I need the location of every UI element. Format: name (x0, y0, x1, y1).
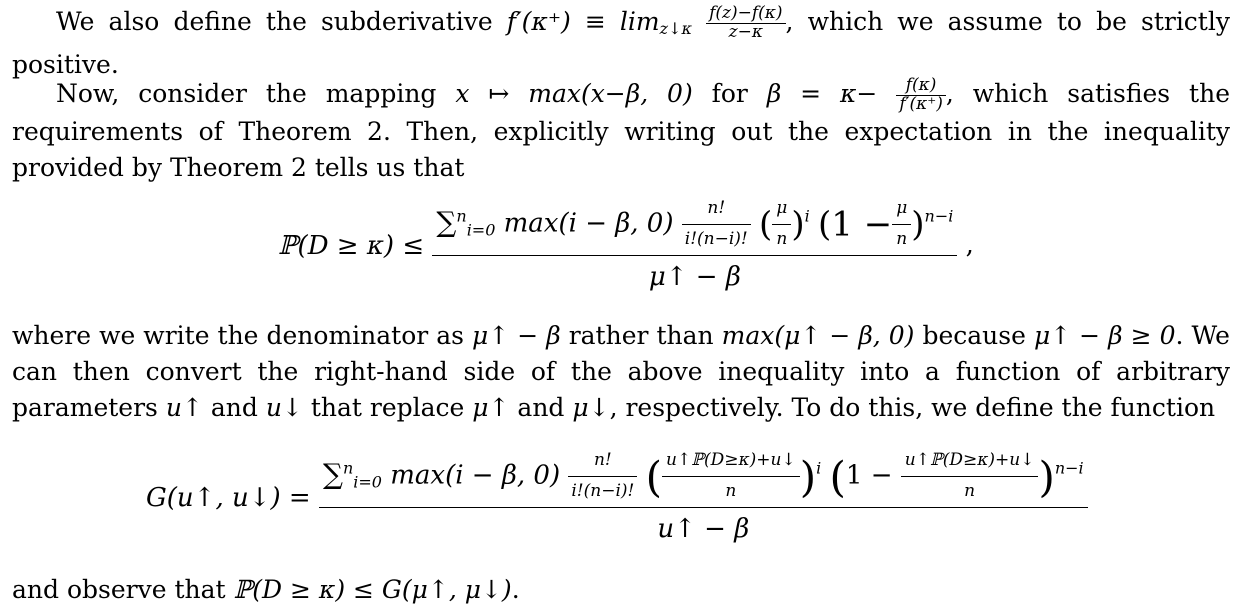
equation-denominator: μ↑ − β (648, 261, 741, 292)
equation-numerator: ∑$^n_{i=0}$ max(i − β, 0) $\frac{n!}{i!(n-i)!}$ ( $\frac{\text{u↑ℙ(D≥κ)+u↓}}{n}$ )$^i$ (1 − $\frac{\text{u↑ℙ(D≥κ)+u↓}}{n}$ )$^{n-i}$ (319, 452, 1088, 508)
math-final-inequality: ℙ(D ≥ κ) ≤ G(μ↑, μ↓) (233, 575, 512, 604)
math: max(μ↑ − β, 0) (721, 321, 915, 350)
math: μ↑ (472, 393, 510, 422)
equation-g-definition (146, 452, 1245, 544)
frac-denominator: i!(n−i)! (684, 228, 748, 249)
power-i: i (804, 206, 810, 226)
frac-numerator: μ (892, 200, 911, 225)
sum-upper: n (342, 458, 354, 478)
text: and (202, 393, 266, 422)
mu-over-n-2 (892, 200, 911, 249)
math-f-prime: f′(κ⁺) ≡ lim (506, 7, 660, 36)
equation-fraction (319, 452, 1088, 544)
one-minus: (1 − (818, 204, 893, 245)
binomial-fraction (682, 200, 751, 249)
equation-fraction (432, 200, 957, 292)
sum-lower: i=0 (466, 220, 496, 240)
equation-probability-bound (278, 200, 1245, 292)
text: . We can then convert the right-hand side of the above inequality into a function of arbitrary parameters (12, 321, 1230, 422)
max-term: max(i − β, 0) (503, 208, 674, 239)
text: . (511, 575, 520, 604)
paragraph-subderivative (12, 4, 1230, 83)
frac-denominator: n (725, 480, 737, 501)
power-i: i (816, 458, 822, 478)
math-mapping: x ↦ max(x−β, 0) (455, 79, 693, 108)
frac-numerator: n! (682, 200, 751, 225)
frac-denominator: n (896, 228, 908, 249)
text: rather than (560, 321, 722, 350)
text: , which we assume to be strictly positive. (12, 7, 1230, 79)
text: and observe that (12, 575, 234, 604)
frac-denominator: n (964, 480, 976, 501)
sum-upper: n (456, 206, 467, 226)
text: Now, consider the mapping (56, 79, 456, 108)
math: u↑ (165, 393, 203, 422)
text: , which satisfies the requirements of Theorem 2. Then, explicitly writing out the expectation in the inequality provided by Theorem 2 tells us that (12, 79, 1230, 182)
sum-symbol: ∑ (322, 457, 343, 491)
frac-numerator: u↑ℙ(D≥κ)+u↓ (901, 452, 1039, 477)
frac-numerator: u↑ℙ(D≥κ)+u↓ (662, 452, 800, 477)
math: μ↑ − β ≥ 0 (1033, 321, 1176, 350)
text: that replace (302, 393, 473, 422)
text: where we write the denominator as (12, 321, 472, 350)
text: , respectively. To do this, we define the function (609, 393, 1216, 422)
frac-denominator: z−κ (728, 22, 763, 42)
math-beta-definition: β = κ− (766, 79, 878, 108)
math: μ↓ (572, 393, 610, 422)
sum-symbol: ∑ (436, 205, 457, 239)
frac-numerator: μ (772, 200, 791, 225)
frac-numerator: n! (568, 452, 637, 477)
one-minus: 1 − (845, 460, 893, 491)
math-lim-subscript: z↓κ (659, 19, 692, 38)
math: u↓ (265, 393, 303, 422)
text: We also define the subderivative (56, 7, 507, 36)
equation-lhs: ℙ(D ≥ κ) ≤ (278, 230, 425, 261)
power-n-minus-i: n−i (924, 206, 954, 226)
text: for (692, 79, 767, 108)
frac-numerator: f(z)−f(κ) (706, 5, 785, 24)
power-n-minus-i: n−i (1054, 458, 1084, 478)
frac-numerator: f(κ) (896, 77, 946, 96)
equation-lhs: G(u↑, u↓) = (146, 483, 311, 514)
frac-denominator: i!(n−i)! (571, 480, 635, 501)
beta-fraction (896, 77, 946, 114)
inner-fraction-2 (901, 452, 1039, 501)
paragraph-mapping (12, 76, 1230, 186)
text: because (914, 321, 1034, 350)
paragraph-observe (12, 572, 1230, 608)
binomial-fraction (568, 452, 637, 501)
inner-fraction (662, 452, 800, 501)
math: μ↑ − β (472, 321, 561, 350)
max-term: max(i − β, 0) (390, 460, 561, 491)
trailing-comma: , (965, 229, 974, 260)
frac-denominator: f′(κ⁺) (899, 94, 943, 114)
frac-denominator: n (776, 228, 788, 249)
mu-over-n (772, 200, 791, 249)
paragraph-denominator (12, 318, 1230, 426)
equation-denominator: u↑ − β (657, 514, 750, 545)
sum-lower: i=0 (353, 472, 382, 492)
difference-quotient (706, 5, 785, 42)
text: and (509, 393, 573, 422)
equation-numerator: ∑$^n_{i=0}$ max(i − β, 0) $\frac{n!}{i!(n-i)!}$ ( $\frac{\mu}{n}$ )$^i$ (1 − $\frac{\mu}{n}$ )$^{n-i}$ (432, 200, 957, 256)
